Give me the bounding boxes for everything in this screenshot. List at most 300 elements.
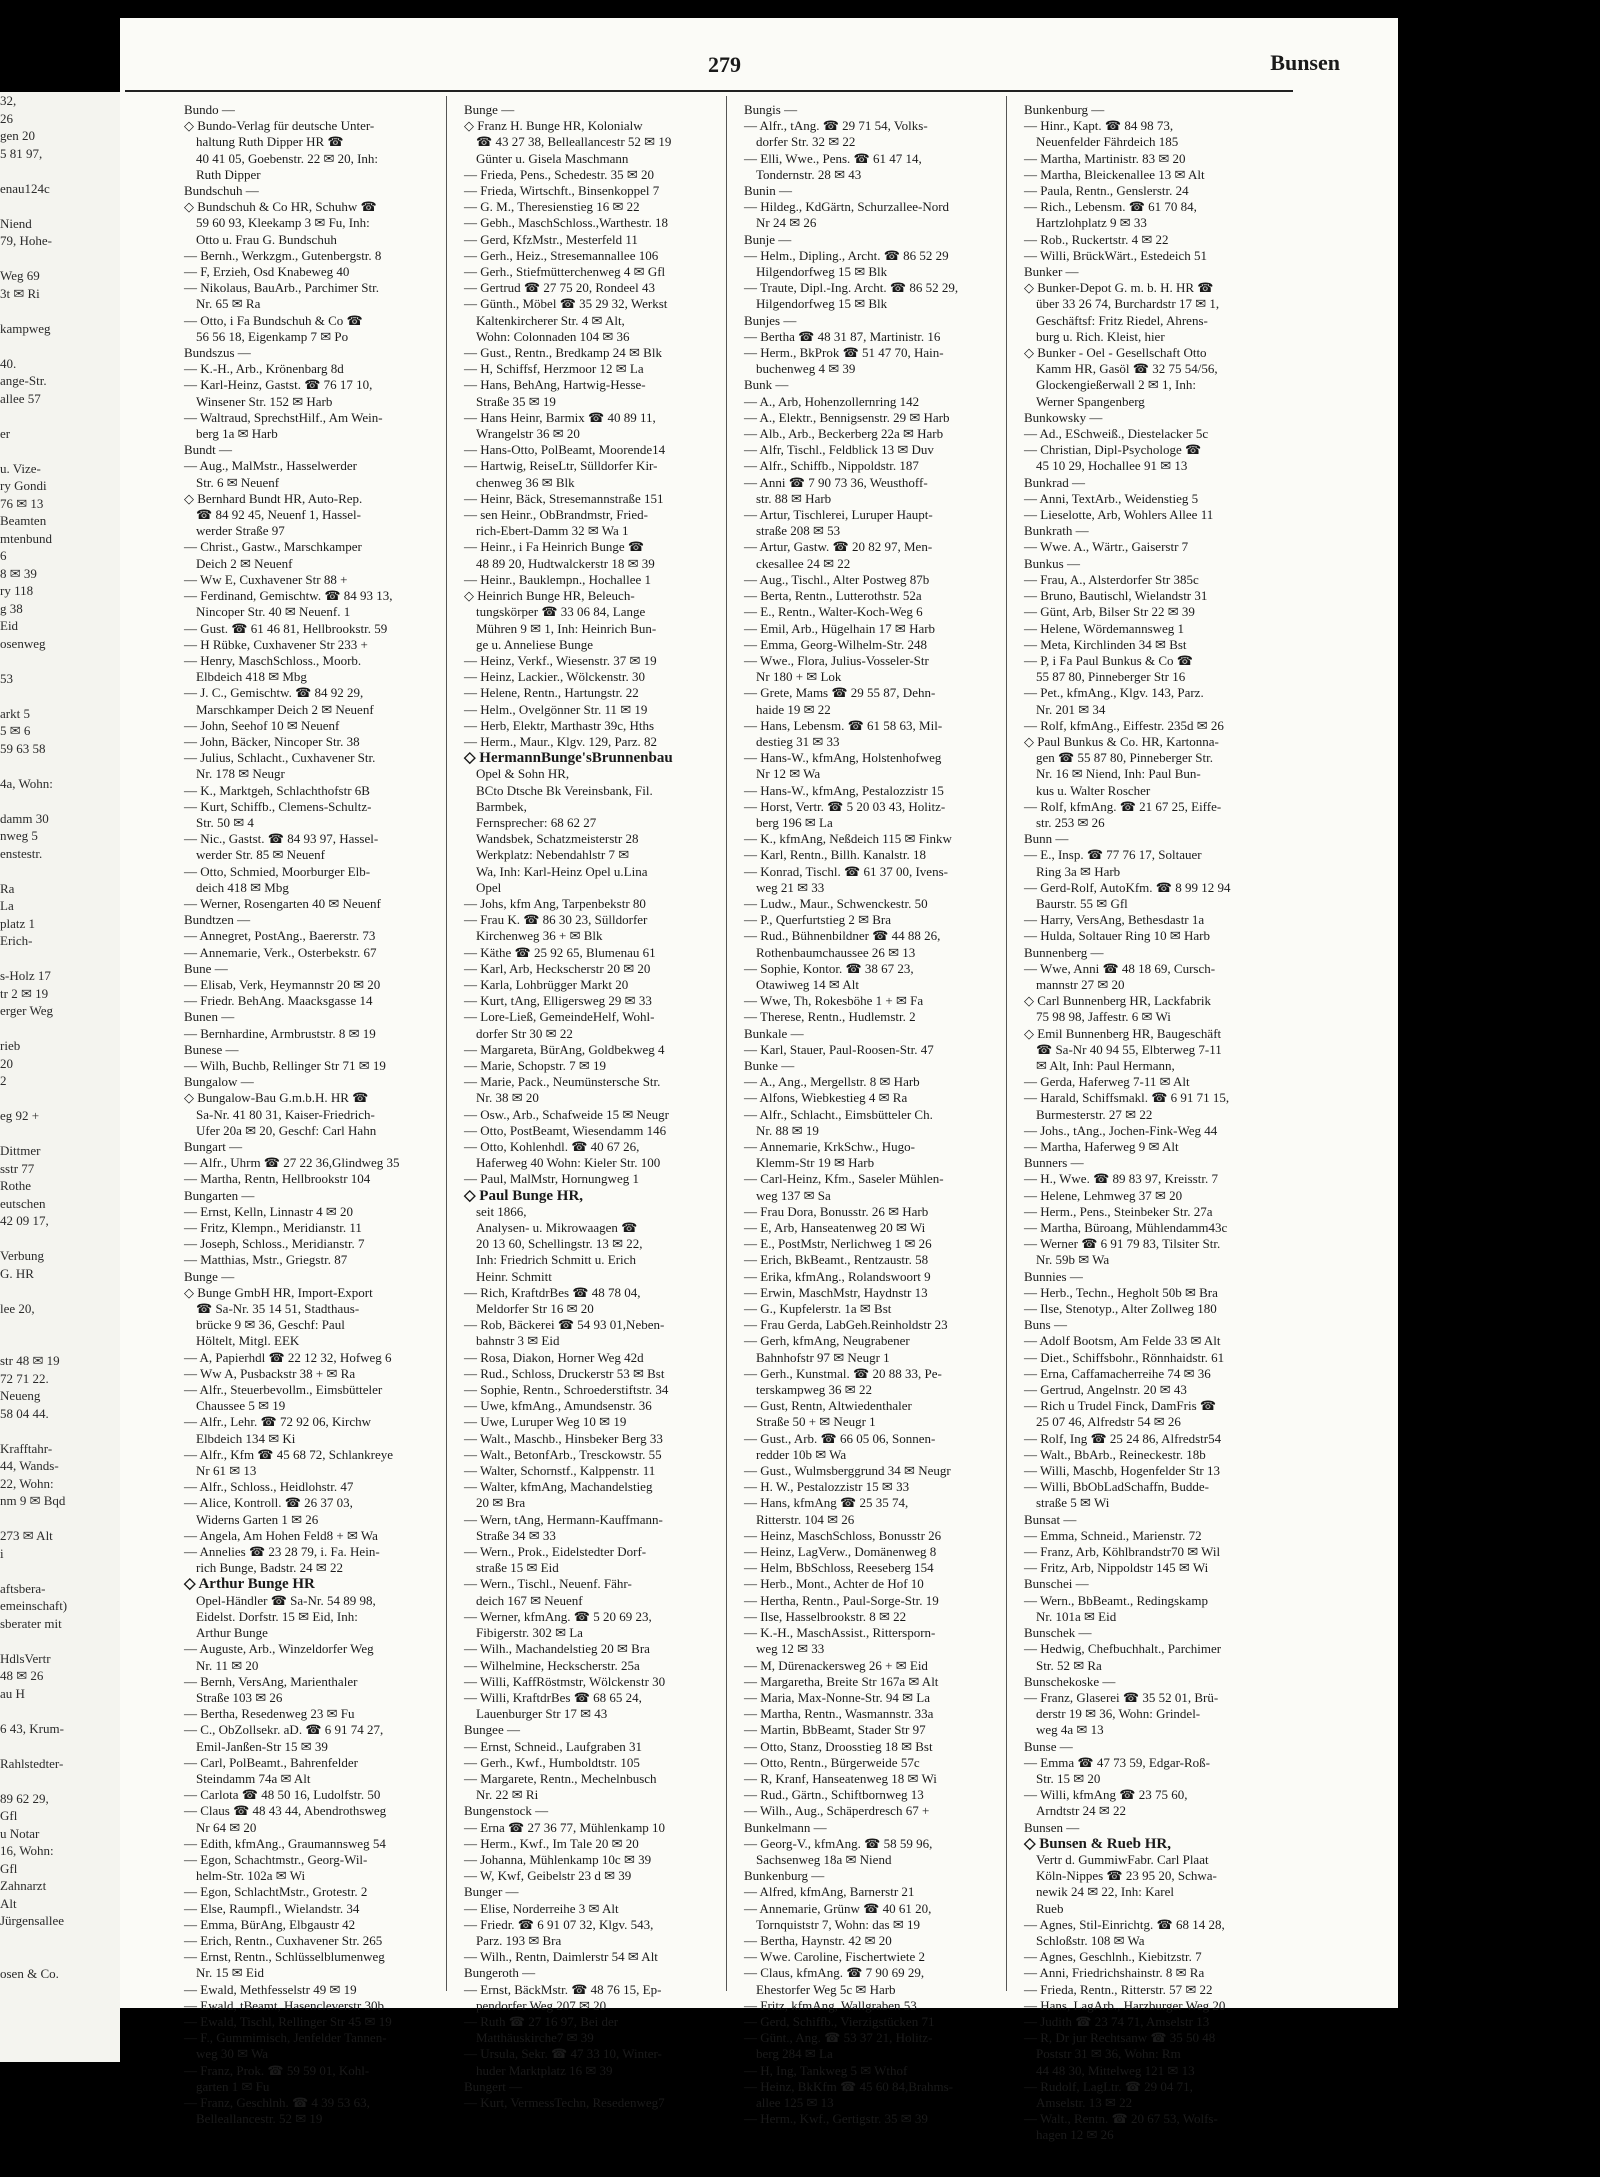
entry-continuation: Str. 50 ✉ 4 [196, 814, 254, 830]
directory-entry: — Heinz, BkKfm ☎ 45 60 84,Brahms- [744, 2078, 954, 2094]
directory-entry: Bunge — [184, 1268, 235, 1284]
entry-continuation: Ehestorfer Weg 5c ✉ Harb [756, 1981, 896, 1997]
margin-fragment [0, 250, 120, 268]
entry-continuation: huder Marktplatz 16 ✉ 39 [476, 2062, 613, 2078]
entry-continuation: Str. 6 ✉ Neuenf [196, 474, 280, 490]
directory-entry: — Erich, Rentn., Cuxhavener Str. 265 [184, 1932, 383, 1948]
directory-entry: — Gerd-Rolf, AutoKfm. ☎ 8 99 12 94 [1024, 879, 1231, 895]
directory-entry: Bunkale — [744, 1025, 804, 1041]
entry-continuation: Opel-Händler ☎ Sa-Nr. 54 89 98, [196, 1592, 376, 1608]
directory-entry: — Wwe., Flora, Julius-Vosseler-Str [744, 652, 929, 668]
entry-continuation: 44 48 30, Mittelweg 121 ✉ 13 [1036, 2062, 1195, 2078]
entry-continuation: Kirchenweg 36 + ✉ Blk [476, 928, 603, 944]
directory-entry: — Emma, Schneid., Marienstr. 72 [1024, 1527, 1202, 1543]
margin-fragment: 2 [0, 1073, 7, 1088]
directory-entry: — sen Heinr., ObBrandmstr, Fried- [464, 507, 648, 523]
margin-fragment: eg 92 + [0, 1108, 40, 1123]
entry-continuation: 75 98 98, Jaffestr. 6 ✉ Wi [1036, 1009, 1171, 1025]
entry-continuation: 20 13 60, Schellingstr. 13 ✉ 22, [476, 1236, 643, 1252]
directory-entry: — Gerh., Stiefmütterchenweg 4 ✉ Gfl [464, 264, 666, 280]
margin-fragment: 40. [0, 355, 17, 371]
entry-continuation: 20 ✉ Bra [476, 1495, 526, 1511]
margin-fragment: au H [0, 1685, 25, 1701]
directory-entry: — Johs., tAng., Jochen-Fink-Weg 44 [1024, 1122, 1218, 1138]
entry-continuation: ☎ 84 92 45, Neuenf 1, Hassel- [196, 507, 361, 523]
margin-fragment: Weg 69 [0, 268, 40, 283]
entry-continuation: mannstr 27 ✉ 20 [1036, 976, 1125, 992]
directory-entry: — Wern, tAng, Hermann-Kauffmann- [464, 1511, 663, 1527]
directory-entry: — K.-H., Arb., Krönenbarg 8d [184, 361, 344, 377]
entry-continuation: Straße 103 ✉ 26 [196, 1689, 283, 1705]
directory-entry: — Uwe, kfmAng., Amundsenstr. 36 [464, 1398, 652, 1414]
directory-entry: Bunkelmann — [744, 1819, 827, 1835]
directory-entry: — Walter, Schornstf., Kalppenstr. 11 [464, 1463, 656, 1479]
entry-continuation: Straße 34 ✉ 33 [476, 1527, 556, 1543]
directory-entry: — Otto, PostBeamt, Wiesendamm 146 [464, 1122, 667, 1138]
directory-entry: — K., Marktgeh, Schlachthofstr 6B [184, 782, 370, 798]
directory-entry: — Ewald, tBeamt, Hasencleverstr 30b [184, 1997, 384, 2013]
entry-continuation: Nr. 201 ✉ 34 [1036, 701, 1106, 717]
entry-continuation: Tornquiststr 7, Wohn: das ✉ 19 [756, 1916, 920, 1932]
margin-fragment: 8 ✉ 39 [0, 565, 37, 581]
directory-entry: — Helene, Lehmweg 37 ✉ 20 [1024, 1187, 1183, 1203]
directory-entry: — F., Gummimisch, Jenfelder Tannen- [184, 2030, 387, 2046]
margin-fragment: osen & Co. [0, 1965, 59, 1981]
entry-continuation: destieg 31 ✉ 33 [756, 733, 840, 749]
directory-entry: — Meta, Kirchlinden 34 ✉ Bst [1024, 636, 1187, 652]
entry-continuation: str. 253 ✉ 26 [1036, 814, 1105, 830]
directory-entry: — Herm., Maur., Klgv. 129, Parz. 82 [464, 733, 658, 749]
directory-entry: Bunjes — [744, 312, 797, 328]
directory-entry: Bune — [184, 960, 228, 976]
directory-entry: — Kurt, VermessTechn, Resedenweg7 [464, 2094, 665, 2110]
directory-entry: — Franz, Geschlnh. ☎ 4 39 53 63, [184, 2094, 370, 2110]
directory-entry: — P., Querfurtstieg 2 ✉ Bra [744, 912, 892, 928]
margin-fragment: 89 62 29, [0, 1790, 49, 1806]
entry-continuation: Chaussee 5 ✉ 19 [196, 1398, 286, 1414]
directory-entry: ◇ Heinrich Bunge HR, Beleuch- [464, 588, 635, 604]
header-rule [125, 90, 1293, 92]
entry-continuation: deich 418 ✉ Mbg [196, 879, 289, 895]
directory-entry: — Harald, Schiffsmakl. ☎ 6 91 71 15, [1024, 1090, 1230, 1106]
entry-continuation: Neuenfelder Fährdeich 185 [1036, 134, 1179, 150]
directory-entry: — Konrad, Tischl. ☎ 61 37 00, Ivens- [744, 863, 948, 879]
directory-entry: — E., Rentn., Walter-Koch-Weg 6 [744, 604, 923, 620]
directory-entry: — Heinz, MaschSchloss, Bonusstr 26 [744, 1527, 942, 1543]
margin-fragment: platz 1 [0, 915, 36, 931]
margin-fragment: sberater mit [0, 1615, 62, 1631]
directory-entry: — Martha, Martinistr. 83 ✉ 20 [1024, 150, 1186, 166]
directory-entry: — Rich u Trudel Finck, DamFris ☎ [1024, 1398, 1217, 1414]
margin-fragment: Alt [0, 1895, 17, 1911]
entry-continuation: Glockengießerwall 2 ✉ 1, Inh: [1036, 377, 1196, 393]
entry-continuation: Nr 180 + ✉ Lok [756, 669, 842, 685]
directory-entry: — Günth., Möbel ☎ 35 29 32, Werkst [464, 296, 668, 312]
margin-fragment: enau124c [0, 180, 50, 196]
margin-fragment: 72 71 22. [0, 1370, 49, 1386]
margin-fragment: er [0, 425, 11, 441]
directory-entry: — Pet., kfmAng., Klgv. 143, Parz. [1024, 685, 1204, 701]
directory-entry: — Gebh., MaschSchloss.,Warthestr. 18 [464, 215, 669, 231]
entry-continuation: Parz. 193 ✉ Bra [476, 1932, 562, 1948]
directory-entry: — Friedr. ☎ 6 91 07 32, Klgv. 543, [464, 1916, 654, 1932]
directory-entry: — Herm., Kwf., Im Tale 20 ✉ 20 [464, 1835, 639, 1851]
directory-entry: — Christian, Dipl-Psychologe ☎ [1024, 442, 1202, 458]
entry-continuation: Haferweg 40 Wohn: Kieler Str. 100 [476, 1155, 661, 1171]
margin-fragment: 59 63 58 [0, 740, 46, 756]
margin-fragment: nweg 5 [0, 828, 38, 843]
margin-fragment: Neueng [0, 1388, 41, 1403]
directory-entry: — Maria, Max-Nonne-Str. 94 ✉ La [744, 1689, 930, 1705]
entry-continuation: Barmbek, [476, 798, 527, 814]
directory-entry: — Otto, Stanz, Droosstieg 18 ✉ Bst [744, 1738, 933, 1754]
directory-entry: — Wern., Prok., Eidelstedter Dorf- [464, 1544, 647, 1560]
directory-entry: — Gust, Rentn, Altwiedenthaler [744, 1398, 912, 1414]
entry-continuation: Wandsbek, Schatzmeisterstr 28 [476, 831, 639, 847]
directory-entry: — Frau K. ☎ 86 30 23, Sülldorfer [464, 912, 648, 928]
directory-entry: — Bernh., Werkzgm., Gutenbergstr. 8 [184, 247, 382, 263]
directory-entry: ◇ Paul Bunge HR, [464, 1187, 584, 1204]
directory-entry: — Wilh, Buchb, Rellinger Str 71 ✉ 19 [184, 1057, 386, 1073]
entry-continuation: Arndtstr 24 ✉ 22 [1036, 1803, 1126, 1819]
entry-continuation: 56 56 18, Eigenkamp 7 ✉ Po [196, 328, 349, 344]
margin-fragment: Dittmer [0, 1143, 41, 1158]
directory-entry: — Walt., BetonfArb., Tresckowstr. 55 [464, 1446, 662, 1462]
entry-continuation: Sa-Nr. 41 80 31, Kaiser-Friedrich- [196, 1106, 375, 1122]
entry-continuation: berg 196 ✉ La [756, 814, 833, 830]
directory-entry: — H. W., Pestalozzistr 15 ✉ 33 [744, 1479, 910, 1495]
entry-continuation: Ufer 20a ✉ 20, Geschf: Carl Hahn [196, 1122, 377, 1138]
margin-fragment: Rahlstedter- [0, 1755, 64, 1771]
directory-entry: — G. M., Theresienstieg 16 ✉ 22 [464, 199, 640, 215]
entry-continuation: brücke 9 ✉ 36, Geschf: Paul [196, 1317, 345, 1333]
directory-entry: — Rob, Bäckerei ☎ 54 93 01,Neben- [464, 1317, 665, 1333]
directory-entry: — Diet., Schiffsbohr., Rönnhaidstr. 61 [1024, 1349, 1225, 1365]
directory-entry: ◇ Bunsen & Rueb HR, [1024, 1835, 1171, 1852]
entry-continuation: Marschkamper Deich 2 ✉ Neuenf [196, 701, 374, 717]
entry-continuation: Nr. 178 ✉ Neugr [196, 766, 285, 782]
directory-entry: — Helm, BbSchloss, Reeseberg 154 [744, 1560, 934, 1576]
directory-entry: — Therese, Rentn., Hudlemstr. 2 [744, 1009, 916, 1025]
entry-continuation: Baurstr. 55 ✉ Gfl [1036, 895, 1128, 911]
entry-continuation: rich Bunge, Badstr. 24 ✉ 22 [196, 1560, 344, 1576]
margin-fragment: HdlsVertr [0, 1650, 51, 1666]
directory-entry: — Claus, kfmAng. ☎ 7 90 69 29, [744, 1965, 925, 1981]
directory-entry: — Frieda, Rentn., Ritterstr. 57 ✉ 22 [1024, 1981, 1213, 1997]
directory-entry: — Lieselotte, Arb, Wohlers Allee 11 [1024, 507, 1214, 523]
directory-entry: — Emma ☎ 47 73 59, Edgar-Roß- [1024, 1754, 1210, 1770]
directory-entry: — Willi, BrückWärt., Estedeich 51 [1024, 247, 1207, 263]
directory-entry: — Heinz, LagVerw., Domänenweg 8 [744, 1544, 937, 1560]
directory-page [120, 18, 1398, 2143]
directory-entry: Bunkrath — [1024, 523, 1089, 539]
margin-fragment [0, 757, 120, 775]
directory-entry: — Heinz, Verkf., Wiesenstr. 37 ✉ 19 [464, 652, 657, 668]
column-divider [446, 96, 447, 1991]
directory-entry: — Ad., ESchweiß., Diestelacker 5c [1024, 426, 1209, 442]
directory-entry: — Auguste, Arb., Winzeldorfer Weg [184, 1641, 374, 1657]
directory-entry: — Franz, Arb, Köhlbrandstr70 ✉ Wil [1024, 1544, 1221, 1560]
entry-continuation: kus u. Walter Roscher [1036, 782, 1151, 798]
directory-entry: — Ewald, Tischl, Rellinger Str 45 ✉ 19 [184, 2013, 392, 2029]
directory-entry: — Carl, PolBeamt., Bahrenfelder [184, 1754, 359, 1770]
directory-entry: — Sophie, Kontor. ☎ 38 67 23, [744, 960, 914, 976]
margin-fragment [0, 1282, 120, 1300]
margin-fragment [0, 1020, 120, 1038]
directory-entry: — Herm., Pens., Steinbeker Str. 27a [1024, 1203, 1213, 1219]
directory-entry: — Hildeg., KdGärtn, Schurzallee-Nord [744, 199, 950, 215]
directory-entry: — Karl, Stauer, Paul-Roosen-Str. 47 [744, 1041, 934, 1057]
margin-fragment: arkt 5 [0, 705, 30, 721]
directory-entry: — H Rübke, Cuxhavener Str 233 + [184, 636, 368, 652]
directory-entry: — Franz, Glaserei ☎ 35 52 01, Brü- [1024, 1689, 1219, 1705]
entry-continuation: Meldorfer Str 16 ✉ 20 [476, 1301, 594, 1317]
directory-entry: — Johanna, Mühlenkamp 10c ✉ 39 [464, 1851, 652, 1867]
directory-entry: Bungenstock — [464, 1803, 549, 1819]
entry-continuation: Opel & Sohn HR, [476, 766, 570, 782]
entry-continuation: Rueb [1036, 1900, 1064, 1916]
margin-fragment [0, 302, 120, 320]
directory-entry: — Wilh., Machandelstieg 20 ✉ Bra [464, 1641, 650, 1657]
directory-entry: ◇ HermannBunge'sBrunnenbau [464, 750, 673, 767]
margin-fragment: ange-Str. [0, 373, 47, 388]
entry-continuation: Bahnhofstr 97 ✉ Neugr 1 [756, 1349, 890, 1365]
directory-entry: — Margareta, BürAng, Goldbekweg 4 [464, 1041, 665, 1057]
entry-continuation: dorfer Str 30 ✉ 22 [476, 1025, 573, 1041]
directory-entry: Bungalow — [184, 1074, 254, 1090]
entry-continuation: Werkplatz: Nebendahlstr 7 ✉ [476, 847, 630, 863]
directory-entry: Bundszus — [184, 345, 251, 361]
directory-entry: — Ernst, Kelln, Linnastr 4 ✉ 20 [184, 1203, 354, 1219]
directory-entry: — Henry, MaschSchloss., Moorb. [184, 652, 362, 668]
directory-entry: — Ilse, Stenotyp., Alter Zollweg 180 [1024, 1301, 1217, 1317]
directory-entry: — Angela, Am Hohen Feld8 + ✉ Wa [184, 1527, 378, 1543]
entry-continuation: Kaltenkircherer Str. 4 ✉ Alt, [476, 312, 625, 328]
directory-entry: — Alfr., Steuerbevollm., Eimsbütteler [184, 1382, 383, 1398]
directory-entry: — Marie, Pack., Neumünstersche Str. [464, 1074, 661, 1090]
directory-entry: ◇ Bunker-Depot G. m. b. H. HR ☎ [1024, 280, 1214, 296]
previous-page-margin [0, 92, 120, 2062]
directory-entry: ◇ Bundo-Verlag für deutsche Unter- [184, 118, 375, 134]
directory-entry: — Heinz, Lackier., Wölckenstr. 30 [464, 669, 645, 685]
directory-entry: — Gertrud, Angelnstr. 20 ✉ 43 [1024, 1382, 1187, 1398]
directory-entry: — K.-H., MaschAssist., Rittersporn- [744, 1625, 936, 1641]
directory-column-3 [744, 102, 986, 2127]
entry-continuation: Winsener Str. 152 ✉ Harb [196, 393, 333, 409]
margin-fragment: La [0, 898, 14, 913]
directory-entry: — Rolf, kfmAng. ☎ 21 67 25, Eiffe- [1024, 798, 1222, 814]
directory-entry: — Anni, Friedrichshainstr. 8 ✉ Ra [1024, 1965, 1205, 1981]
directory-entry: — Karl-Heinz, Gastst. ☎ 76 17 10, [184, 377, 373, 393]
entry-continuation: Nr. 15 ✉ Eid [196, 1965, 264, 1981]
directory-entry: — Marie, Schopstr. 7 ✉ 19 [464, 1057, 606, 1073]
directory-entry: — Else, Raumpfl., Wielandstr. 34 [184, 1900, 360, 1916]
entry-continuation: Inh: Friedrich Schmitt u. Erich [476, 1252, 636, 1268]
directory-entry: — A., Elektr., Bennigsenstr. 29 ✉ Harb [744, 409, 950, 425]
margin-fragment: 26 [0, 110, 13, 126]
directory-entry: — Alfr., Kfm ☎ 45 68 72, Schlankreye [184, 1446, 393, 1462]
directory-entry: — Walt., Maschb., Hinsbeker Berg 33 [464, 1430, 663, 1446]
directory-entry: — Gerh., Kunstmal. ☎ 20 88 33, Pe- [744, 1365, 942, 1381]
margin-fragment [0, 1947, 120, 1965]
entry-continuation: Ring 3a ✉ Harb [1036, 863, 1121, 879]
entry-continuation: Elbdeich 418 ✉ Mbg [196, 669, 307, 685]
directory-entry: Bunnies — [1024, 1268, 1083, 1284]
directory-entry: — Emil, Arb., Hügelhain 17 ✉ Harb [744, 620, 936, 636]
directory-entry: — Gerd, Schiffb., Vierzigstücken 71 [744, 2013, 935, 2029]
margin-fragment: sstr 77 [0, 1160, 35, 1176]
entry-continuation: ☎ Sa-Nr. 35 14 51, Stadthaus- [196, 1301, 360, 1317]
entry-continuation: Günter u. Gisela Maschmann [476, 150, 629, 166]
entry-continuation: haltung Ruth Dipper HR ☎ [196, 134, 344, 150]
directory-entry: Bundo — [184, 102, 235, 117]
margin-fragment: kampweg [0, 320, 51, 336]
margin-fragment: damm 30 [0, 810, 49, 826]
directory-entry: — C., ObZollsekr. aD. ☎ 6 91 74 27, [184, 1722, 384, 1738]
directory-entry: — Rich, KraftdrBes ☎ 48 78 04, [464, 1284, 641, 1300]
margin-fragment [0, 1562, 120, 1580]
directory-entry: — Rob., Ruckertstr. 4 ✉ 22 [1024, 231, 1169, 247]
margin-fragment [0, 337, 120, 355]
directory-entry: — Edith, kfmAng., Graumannsweg 54 [184, 1835, 386, 1851]
entry-continuation: Nr. 59b ✉ Wa [1036, 1252, 1110, 1268]
margin-fragment [0, 1125, 120, 1143]
entry-continuation: Nr. 22 ✉ Ri [476, 1787, 539, 1803]
entry-continuation: bahnstr 3 ✉ Eid [476, 1333, 560, 1349]
directory-entry: — Gust. ☎ 61 46 81, Hellbrookstr. 59 [184, 620, 388, 636]
directory-entry: — Margaretha, Breite Str 167a ✉ Alt [744, 1673, 939, 1689]
margin-fragment [0, 1317, 120, 1335]
margin-fragment [0, 1632, 120, 1650]
directory-entry: Bungeroth — [464, 1965, 536, 1981]
margin-fragment: gen 20 [0, 128, 36, 143]
directory-entry: Bunin — [744, 183, 793, 199]
entry-continuation: ☎ Sa-Nr 40 94 55, Elbterweg 7-11 [1036, 1041, 1222, 1057]
directory-entry: — Hans, kfmAng ☎ 25 35 74, [744, 1495, 909, 1511]
margin-fragment: 3t ✉ Ri [0, 285, 40, 301]
directory-entry: — Helm., Dipling., Archt. ☎ 86 52 29 [744, 247, 949, 263]
entry-continuation: weg 4a ✉ 13 [1036, 1722, 1104, 1738]
directory-entry: Bunkowsky — [1024, 409, 1103, 425]
directory-entry: — Bertha, Haynstr. 42 ✉ 20 [744, 1932, 892, 1948]
entry-continuation: Mühren 9 ✉ 1, Inh: Heinrich Bun- [476, 620, 657, 636]
directory-entry: — H, Schiffsf, Herzmoor 12 ✉ La [464, 361, 644, 377]
directory-entry: Bunk — [744, 377, 789, 393]
directory-entry: Bunge — [464, 102, 515, 117]
entry-continuation: über 33 26 74, Burchardstr 17 ✉ 1, [1036, 296, 1220, 312]
directory-entry: — Frau Gerda, LabGeh.Reinholdstr 23 [744, 1317, 948, 1333]
directory-entry: — Hans-W., kfmAng, Pestalozzistr 15 [744, 782, 944, 798]
entry-continuation: BCto Dtsche Bk Vereinsbank, Fil. [476, 782, 653, 798]
entry-continuation: 45 10 29, Hochallee 91 ✉ 13 [1036, 458, 1188, 474]
directory-entry: — Friedr. BehAng. Maacksgasse 14 [184, 993, 373, 1009]
directory-entry: — Claus ☎ 48 43 44, Abendrothsweg [184, 1803, 387, 1819]
directory-entry: — Hartwig, ReiseLtr, Sülldorfer Kir- [464, 458, 658, 474]
directory-entry: — Alfr., tAng. ☎ 29 71 54, Volks- [744, 118, 928, 134]
entry-continuation: dorfer Str. 32 ✉ 22 [756, 134, 856, 150]
directory-entry: — Heinr., i Fa Heinrich Bunge ☎ [464, 539, 645, 555]
directory-entry: — Paul, MalMstr, Hornungweg 1 [464, 1171, 639, 1187]
entry-continuation: Nr. 16 ✉ Niend, Inh: Paul Bun- [1036, 766, 1201, 782]
directory-entry: — Fritz, kfmAng, Wallgraben 53 [744, 1997, 917, 2013]
entry-continuation: Wrangelstr 36 ✉ 20 [476, 426, 580, 442]
directory-entry: — Frau Dora, Bonusstr. 26 ✉ Harb [744, 1203, 929, 1219]
directory-entry: — Hulda, Soltauer Ring 10 ✉ Harb [1024, 928, 1211, 944]
column-divider [1006, 96, 1007, 1991]
margin-fragment: Krafftahr- [0, 1440, 53, 1456]
entry-continuation: Belleallancestr. 52 ✉ 19 [196, 2111, 323, 2127]
directory-entry: — Waltraud, SprechstHilf., Am Wein- [184, 409, 383, 425]
directory-entry: — Rud., Schloss, Druckerstr 53 ✉ Bst [464, 1365, 665, 1381]
directory-entry: — H., Wwe. ☎ 89 83 97, Kreisstr. 7 [1024, 1171, 1218, 1187]
directory-entry: — Kurt, Schiffb., Clemens-Schultz- [184, 798, 372, 814]
directory-entry: — Bertha ☎ 48 31 87, Martinistr. 16 [744, 328, 941, 344]
margin-fragment: Erich- [0, 933, 33, 948]
margin-fragment [0, 1090, 120, 1108]
directory-entry: — Nikolaus, BauArb., Parchimer Str. [184, 280, 379, 296]
directory-entry: — Hans, LagArb., Harzburger Weg 20 [1024, 1997, 1226, 2013]
entry-continuation: tungskörper ☎ 33 06 84, Lange [476, 604, 646, 620]
entry-continuation: Str. 15 ✉ 20 [1036, 1770, 1101, 1786]
directory-entry: — Ruth ☎ 27 16 97, Bei der [464, 2013, 619, 2029]
entry-continuation: garten 1 ✉ Fu [196, 2078, 270, 2094]
directory-entry: — Otto, Kohlenhdl. ☎ 40 67 26, [464, 1139, 640, 1154]
directory-entry: — Matthias, Mstr., Griegstr. 87 [184, 1252, 348, 1268]
directory-entry: — Herm., Kwf., Gertigstr. 35 ✉ 39 [744, 2111, 928, 2127]
directory-entry: — Elisab, Verk, Heymannstr 20 ✉ 20 [184, 976, 381, 992]
directory-entry: — Frieda, Wirtschft., Binsenkoppel 7 [464, 183, 660, 199]
margin-fragment: 4a, Wohn: [0, 775, 53, 791]
directory-entry: — Willi, BbObLadSchaffn, Budde- [1024, 1479, 1209, 1495]
directory-entry: — Franz, Prok. ☎ 59 59 01, Kohl- [184, 2062, 370, 2078]
directory-entry: — Karl, Rentn., Billh. Kanalstr. 18 [744, 847, 926, 863]
directory-entry: — Willi, KraftdrBes ☎ 68 65 24, [464, 1689, 642, 1705]
entry-continuation: Hilgendorfweg 15 ✉ Blk [756, 264, 888, 280]
margin-fragment: enstestr. [0, 845, 43, 861]
directory-entry: — Wwe. Caroline, Fischertwiete 2 [744, 1949, 925, 1965]
directory-entry: Bunen — [184, 1009, 235, 1025]
directory-entry: — Bruno, Bautischl, Wielandstr 31 [1024, 588, 1208, 604]
directory-entry: — Hans-W., kfmAng, Holstenhofweg [744, 750, 942, 766]
directory-entry: — Walter, kfmAng, Machandelstieg [464, 1479, 653, 1495]
entry-continuation: Otto u. Frau G. Bundschuh [196, 231, 337, 247]
directory-entry: — Elise, Norderreihe 3 ✉ Alt [464, 1900, 619, 1916]
margin-fragment [0, 1230, 120, 1248]
margin-fragment: ry 118 [0, 583, 34, 598]
directory-entry: — Rolf, kfmAng., Eiffestr. 235d ✉ 26 [1024, 717, 1224, 733]
directory-entry: — Helene, Wördemannsweg 1 [1024, 620, 1185, 636]
directory-entry: — Fritz, Arb, Nippoldstr 145 ✉ Wi [1024, 1560, 1209, 1576]
directory-entry: — Ursula, Sekr. ☎ 47 33 10, Winter- [464, 2046, 662, 2062]
margin-fragment [0, 862, 120, 880]
directory-entry: — Ww E, Cuxhavener Str 88 + [184, 571, 348, 587]
margin-fragment [0, 1737, 120, 1755]
margin-fragment: 6 [0, 548, 7, 563]
entry-continuation: Nincoper Str. 40 ✉ Neuenf. 1 [196, 604, 351, 620]
directory-entry: — Alfr, Tischl., Feldblick 13 ✉ Duv [744, 442, 934, 458]
entry-continuation: Klemm-Str 19 ✉ Harb [756, 1155, 875, 1171]
entry-continuation: Wohn: Colonnaden 104 ✉ 36 [476, 328, 630, 344]
directory-entry: — Rich., Lebensm. ☎ 61 70 84, [1024, 199, 1197, 215]
directory-entry: — Hedwig, Chefbuchhalt., Parchimer [1024, 1641, 1222, 1657]
entry-continuation: haide 19 ✉ 22 [756, 701, 831, 717]
entry-continuation: Matthäuskirche7 ✉ 39 [476, 2030, 594, 2046]
margin-fragment: ry Gondi [0, 478, 47, 493]
directory-entry: Bungarten — [184, 1187, 255, 1203]
directory-entry: Bunker — [1024, 264, 1079, 280]
directory-entry: ◇ Bunge GmbH HR, Import-Export [184, 1284, 373, 1300]
directory-entry: — Frieda, Pens., Schedestr. 35 ✉ 20 [464, 166, 654, 182]
